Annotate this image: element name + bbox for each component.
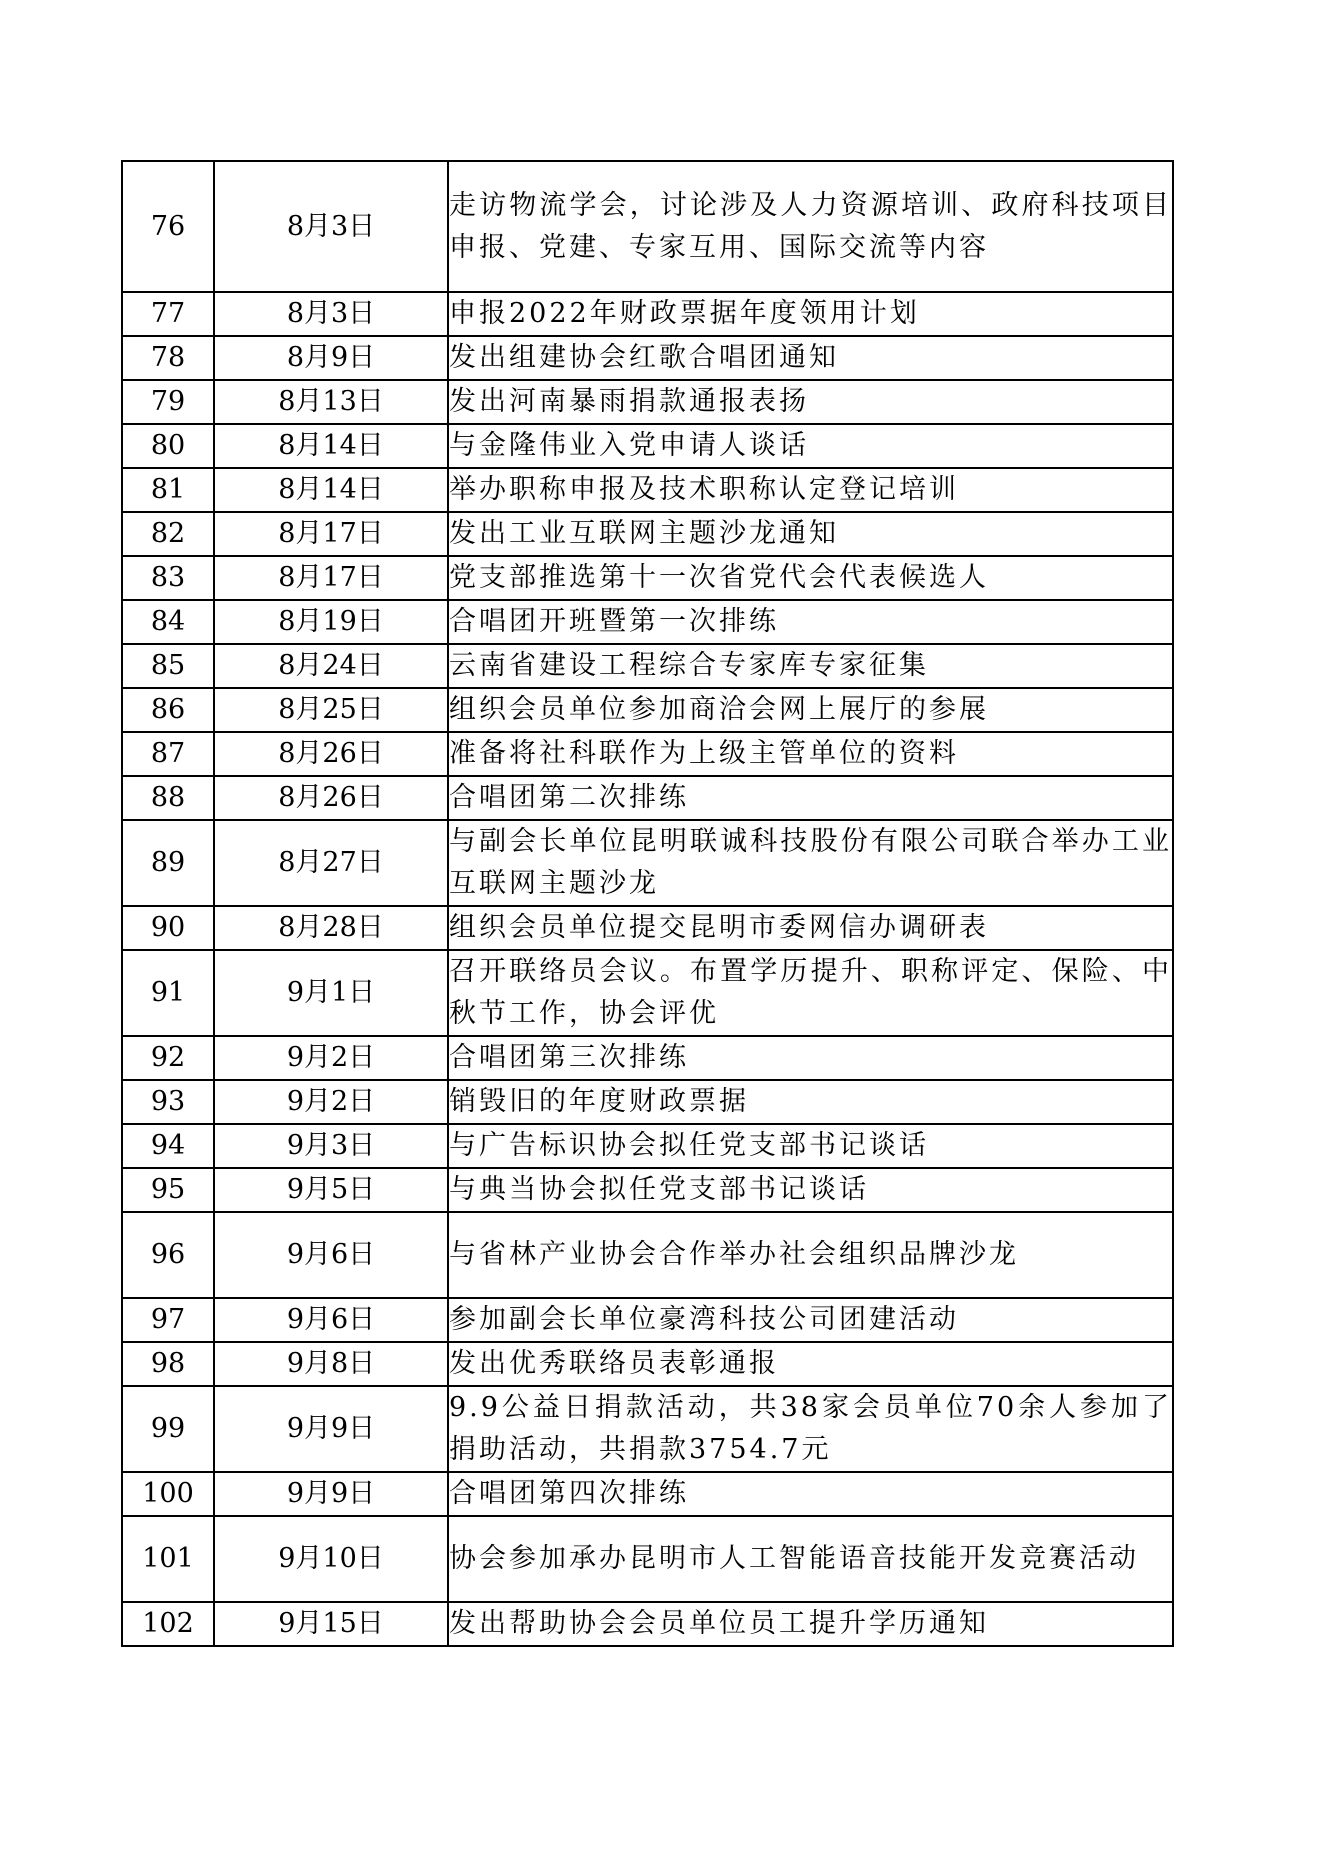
row-date-cell: 8月26日 [214, 776, 448, 820]
table-row [122, 336, 1173, 380]
table-row [122, 1298, 1173, 1342]
row-description-cell: 发出优秀联络员表彰通报 [448, 1342, 1173, 1386]
row-description-cell: 合唱团第四次排练 [448, 1472, 1173, 1516]
row-date-cell: 9月6日 [214, 1212, 448, 1298]
row-number-cell: 82 [122, 512, 214, 556]
table-row [122, 1036, 1173, 1080]
row-number-cell: 92 [122, 1036, 214, 1080]
row-description-cell: 走访物流学会，讨论涉及人力资源培训、政府科技项目申报、党建、专家互用、国际交流等内容 [448, 161, 1173, 292]
row-date-cell: 9月2日 [214, 1080, 448, 1124]
table-row [122, 468, 1173, 512]
row-description-cell: 发出组建协会红歌合唱团通知 [448, 336, 1173, 380]
row-number-cell: 97 [122, 1298, 214, 1342]
row-date-cell: 8月26日 [214, 732, 448, 776]
row-date-cell: 8月19日 [214, 600, 448, 644]
row-description-cell: 合唱团开班暨第一次排练 [448, 600, 1173, 644]
row-date-cell: 8月17日 [214, 512, 448, 556]
row-date-cell: 8月3日 [214, 292, 448, 336]
row-description-cell: 合唱团第二次排练 [448, 776, 1173, 820]
row-description-cell: 发出工业互联网主题沙龙通知 [448, 512, 1173, 556]
table-row [122, 950, 1173, 1036]
row-date-cell: 8月14日 [214, 468, 448, 512]
row-description-cell: 云南省建设工程综合专家库专家征集 [448, 644, 1173, 688]
table-row [122, 732, 1173, 776]
row-number-cell: 88 [122, 776, 214, 820]
row-description-cell: 与省林产业协会合作举办社会组织品牌沙龙 [448, 1212, 1173, 1298]
row-number-cell: 81 [122, 468, 214, 512]
table-row [122, 600, 1173, 644]
work-log-table [121, 160, 1174, 1647]
row-number-cell: 102 [122, 1602, 214, 1646]
row-description-cell: 协会参加承办昆明市人工智能语音技能开发竞赛活动 [448, 1516, 1173, 1602]
table-row [122, 820, 1173, 906]
table-row [122, 1516, 1173, 1602]
row-date-cell: 9月2日 [214, 1036, 448, 1080]
row-number-cell: 95 [122, 1168, 214, 1212]
table-row [122, 1212, 1173, 1298]
table-row [122, 1602, 1173, 1646]
row-date-cell: 9月5日 [214, 1168, 448, 1212]
table-row [122, 1124, 1173, 1168]
row-date-cell: 8月24日 [214, 644, 448, 688]
row-description-cell: 党支部推选第十一次省党代会代表候选人 [448, 556, 1173, 600]
row-date-cell: 9月15日 [214, 1602, 448, 1646]
row-description-cell: 召开联络员会议。布置学历提升、职称评定、保险、中秋节工作，协会评优 [448, 950, 1173, 1036]
table-row [122, 424, 1173, 468]
row-description-cell: 9.9公益日捐款活动，共38家会员单位70余人参加了捐助活动，共捐款3754.7元 [448, 1386, 1173, 1472]
row-description-cell: 举办职称申报及技术职称认定登记培训 [448, 468, 1173, 512]
row-number-cell: 89 [122, 820, 214, 906]
row-number-cell: 83 [122, 556, 214, 600]
row-description-cell: 与典当协会拟任党支部书记谈话 [448, 1168, 1173, 1212]
row-number-cell: 93 [122, 1080, 214, 1124]
row-date-cell: 8月25日 [214, 688, 448, 732]
row-number-cell: 99 [122, 1386, 214, 1472]
row-description-cell: 参加副会长单位豪湾科技公司团建活动 [448, 1298, 1173, 1342]
table-row [122, 512, 1173, 556]
row-date-cell: 9月1日 [214, 950, 448, 1036]
row-description-cell: 发出河南暴雨捐款通报表扬 [448, 380, 1173, 424]
work-log-body [122, 161, 1173, 1646]
row-date-cell: 9月10日 [214, 1516, 448, 1602]
row-number-cell: 84 [122, 600, 214, 644]
row-number-cell: 79 [122, 380, 214, 424]
table-row [122, 644, 1173, 688]
row-description-cell: 与副会长单位昆明联诚科技股份有限公司联合举办工业互联网主题沙龙 [448, 820, 1173, 906]
row-number-cell: 98 [122, 1342, 214, 1386]
row-number-cell: 76 [122, 161, 214, 292]
row-number-cell: 80 [122, 424, 214, 468]
table-row [122, 776, 1173, 820]
row-description-cell: 与广告标识协会拟任党支部书记谈话 [448, 1124, 1173, 1168]
row-number-cell: 87 [122, 732, 214, 776]
table-row [122, 1168, 1173, 1212]
row-number-cell: 94 [122, 1124, 214, 1168]
row-description-cell: 发出帮助协会会员单位员工提升学历通知 [448, 1602, 1173, 1646]
table-row [122, 1080, 1173, 1124]
row-date-cell: 8月17日 [214, 556, 448, 600]
row-date-cell: 8月9日 [214, 336, 448, 380]
table-row [122, 292, 1173, 336]
row-date-cell: 9月9日 [214, 1472, 448, 1516]
row-date-cell: 8月27日 [214, 820, 448, 906]
row-number-cell: 78 [122, 336, 214, 380]
row-date-cell: 8月28日 [214, 906, 448, 950]
table-row [122, 1342, 1173, 1386]
table-row [122, 380, 1173, 424]
row-description-cell: 合唱团第三次排练 [448, 1036, 1173, 1080]
row-date-cell: 9月8日 [214, 1342, 448, 1386]
row-number-cell: 90 [122, 906, 214, 950]
row-date-cell: 9月9日 [214, 1386, 448, 1472]
row-date-cell: 9月6日 [214, 1298, 448, 1342]
table-row [122, 161, 1173, 292]
row-description-cell: 与金隆伟业入党申请人谈话 [448, 424, 1173, 468]
row-date-cell: 8月13日 [214, 380, 448, 424]
row-number-cell: 96 [122, 1212, 214, 1298]
row-description-cell: 申报2022年财政票据年度领用计划 [448, 292, 1173, 336]
table-row [122, 1472, 1173, 1516]
table-row [122, 906, 1173, 950]
row-date-cell: 9月3日 [214, 1124, 448, 1168]
row-description-cell: 组织会员单位提交昆明市委网信办调研表 [448, 906, 1173, 950]
row-date-cell: 8月14日 [214, 424, 448, 468]
row-number-cell: 100 [122, 1472, 214, 1516]
row-number-cell: 77 [122, 292, 214, 336]
row-description-cell: 组织会员单位参加商洽会网上展厅的参展 [448, 688, 1173, 732]
table-row [122, 688, 1173, 732]
row-number-cell: 85 [122, 644, 214, 688]
row-number-cell: 101 [122, 1516, 214, 1602]
row-date-cell: 8月3日 [214, 161, 448, 292]
table-row [122, 556, 1173, 600]
row-description-cell: 准备将社科联作为上级主管单位的资料 [448, 732, 1173, 776]
row-number-cell: 91 [122, 950, 214, 1036]
table-row [122, 1386, 1173, 1472]
row-description-cell: 销毁旧的年度财政票据 [448, 1080, 1173, 1124]
row-number-cell: 86 [122, 688, 214, 732]
